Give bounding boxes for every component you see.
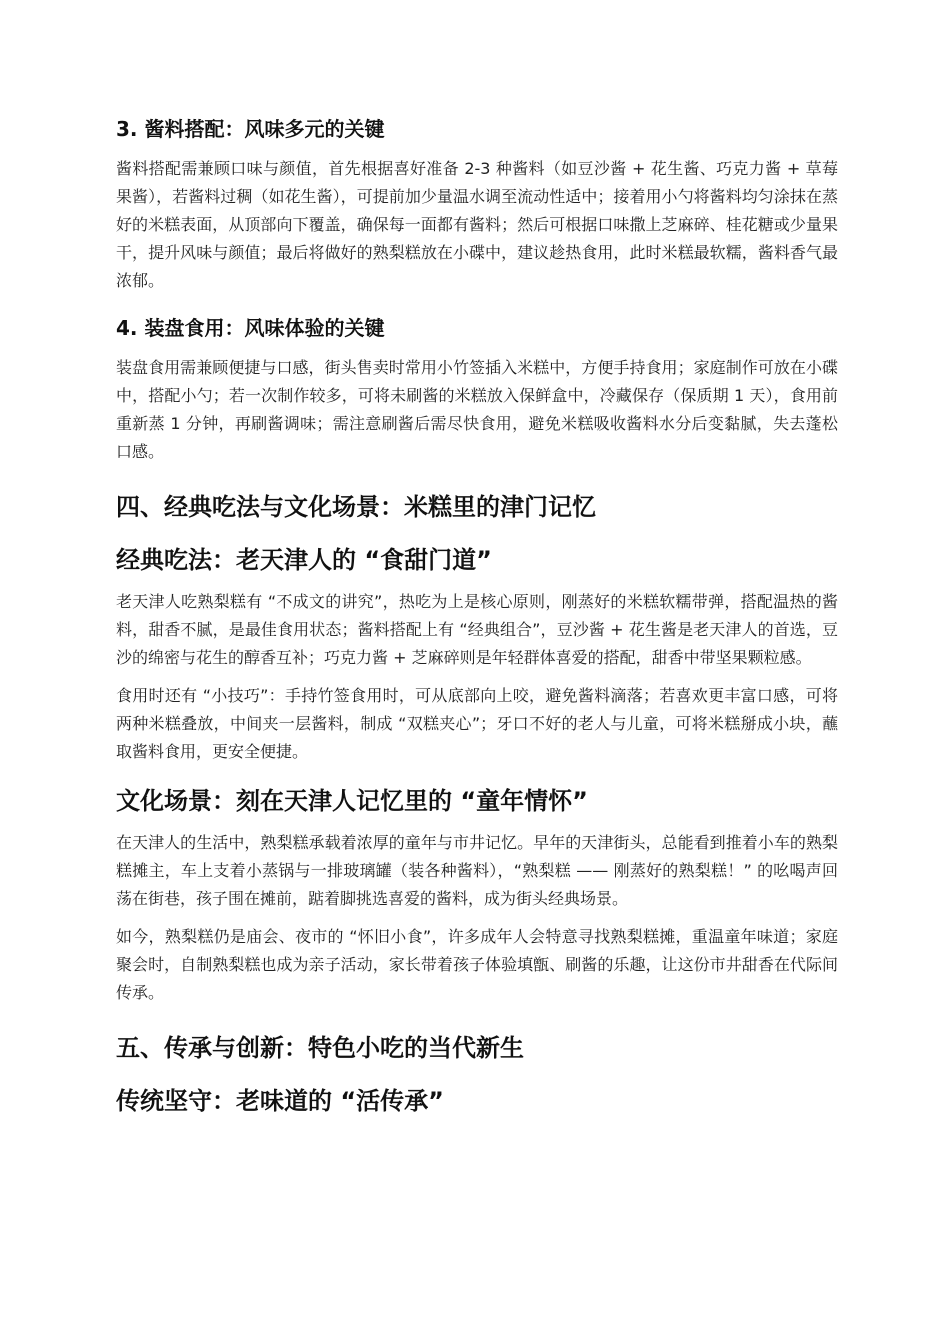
section-4-heading: 4. 装盘食用：风味体验的关键 <box>116 316 385 340</box>
document-content <box>116 112 838 1129</box>
classic-eating-paragraph-2: 食用时还有 “小技巧”：手持竹签食用时，可从底部向上咬，避免酱料滴落；若喜欢更丰富口感，可将两种米糕叠放，中间夹一层酱料，制成 “双糕夹心”；牙口不好的老人与儿童，可将米糕掰成小块，蘸取酱料食用，更安全便捷。 <box>116 686 838 761</box>
chapter-4-heading: 四、经典吃法与文化场景：米糕里的津门记忆 <box>116 493 596 521</box>
tradition-heading: 传统坚守：老味道的 “活传承” <box>116 1087 444 1115</box>
section-3-heading: 3. 酱料搭配：风味多元的关键 <box>116 117 385 141</box>
culture-scene-heading: 文化场景：刻在天津人记忆里的 “童年情怀” <box>116 787 588 815</box>
classic-eating-paragraph-1: 老天津人吃熟梨糕有 “不成文的讲究”，热吃为上是核心原则，刚蒸好的米糕软糯带弹，搭配温热的酱料，甜香不腻，是最佳食用状态；酱料搭配上有 “经典组合”，豆沙酱 + 花生酱是老天津人的首选，豆沙的绵密与花生的醇香互补；巧克力酱 + 芝麻碎则是年轻群体喜爱的搭配，甜香中带坚果颗粒感。 <box>116 592 838 667</box>
culture-scene-paragraph-2: 如今，熟梨糕仍是庙会、夜市的 “怀旧小食”，许多成年人会特意寻找熟梨糕摊，重温童年味道；家庭聚会时，自制熟梨糕也成为亲子活动，家长带着孩子体验填甑、刷酱的乐趣，让这份市井甜香在代际间传承。 <box>116 927 838 1002</box>
culture-scene-paragraph-1: 在天津人的生活中，熟梨糕承载着浓厚的童年与市井记忆。早年的天津街头，总能看到推着小车的熟梨糕摊主，车上支着小蒸锅与一排玻璃罐（装各种酱料），“熟梨糕 —— 刚蒸好的熟梨糕！” 的吆喝声回荡在街巷，孩子围在摊前，踮着脚挑选喜爱的酱料，成为街头经典场景。 <box>116 833 838 908</box>
chapter-5-heading: 五、传承与创新：特色小吃的当代新生 <box>116 1034 524 1062</box>
classic-eating-heading: 经典吃法：老天津人的 “食甜门道” <box>116 546 492 574</box>
section-4-body: 装盘食用需兼顾便捷与口感，街头售卖时常用小竹签插入米糕中，方便手持食用；家庭制作可放在小碟中，搭配小勺；若一次制作较多，可将未刷酱的米糕放入保鲜盒中，冷藏保存（保质期 1 天），食用前重新蒸 1 分钟，再刷酱调味；需注意刷酱后需尽快食用，避免米糕吸收酱料水分后变黏腻，失去蓬松口感。 <box>116 358 838 461</box>
section-3-body: 酱料搭配需兼顾口味与颜值，首先根据喜好准备 2-3 种酱料（如豆沙酱 + 花生酱、巧克力酱 + 草莓果酱），若酱料过稠（如花生酱），可提前加少量温水调至流动性适中；接着用小勺将酱料均匀涂抹在蒸好的米糕表面，从顶部向下覆盖，确保每一面都有酱料；然后可根据口味撒上芝麻碎、桂花糖或少量果干，提升风味与颜值；最后将做好的熟梨糕放在小碟中，建议趁热食用，此时米糕最软糯，酱料香气最浓郁。 <box>116 159 838 290</box>
